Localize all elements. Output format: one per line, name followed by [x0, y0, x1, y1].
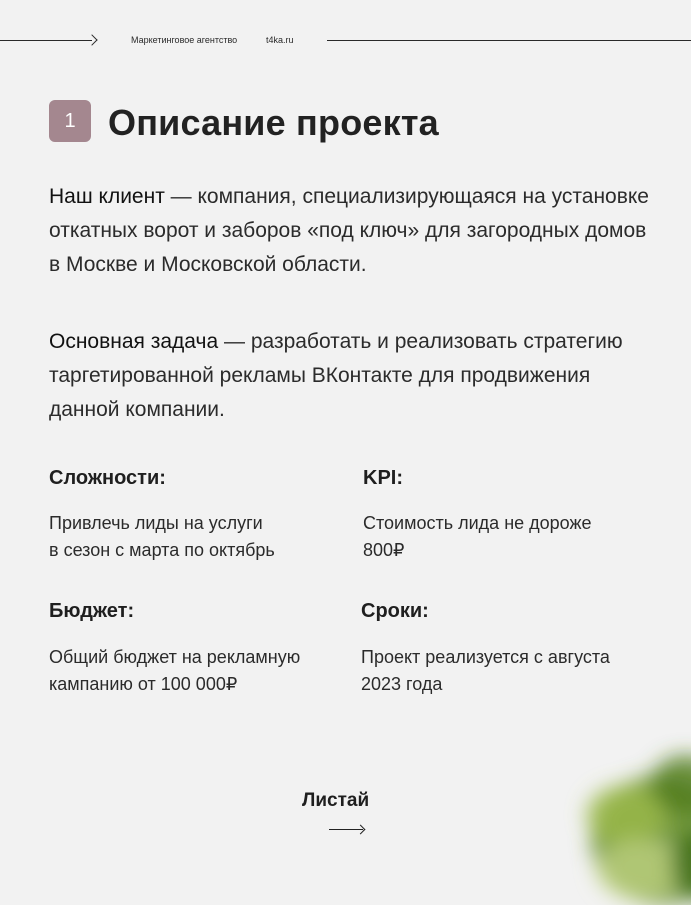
difficulties-line: в сезон с марта по октябрь: [49, 540, 275, 560]
arrow-right-icon[interactable]: [356, 825, 366, 835]
difficulties-text: [49, 510, 339, 564]
budget-line: Общий бюджет на рекламную: [49, 647, 301, 667]
kpi-line: 800₽: [363, 540, 405, 560]
section-number-badge: 1: [49, 100, 91, 142]
terms-heading: Сроки:: [361, 600, 429, 622]
header-agency-label: Маркетинговое агентство: [131, 35, 238, 45]
header-line-left: [0, 40, 92, 41]
header-arrow-icon: [86, 34, 97, 45]
kpi-heading: KPI:: [363, 467, 403, 489]
budget-heading: Бюджет:: [49, 600, 135, 622]
budget-text: [49, 644, 339, 698]
header-site-link[interactable]: t4ka.ru: [266, 35, 294, 45]
task-lead: Основная задача: [49, 330, 219, 353]
next-slide-button[interactable]: Листай: [302, 790, 370, 811]
task-paragraph: [49, 325, 659, 427]
client-paragraph: [49, 180, 659, 282]
page-title: Описание проекта: [108, 102, 439, 143]
budget-line: кампанию от 100 000₽: [49, 674, 238, 694]
kpi-text: [363, 510, 653, 564]
client-lead: Наш клиент: [49, 185, 165, 208]
header-line-right: [327, 40, 691, 41]
terms-line: 2023 года: [361, 674, 443, 694]
kpi-line: Стоимость лида не дороже: [363, 513, 592, 533]
terms-text: [361, 644, 651, 698]
terms-line: Проект реализуется с августа: [361, 647, 610, 667]
task-text: — разработать и реализовать стратегию таргетированной рекламы ВКонтакте для продвижения данной компании.: [49, 330, 623, 421]
difficulties-line: Привлечь лиды на услуги: [49, 513, 263, 533]
plant-decoration-icon: [511, 665, 691, 905]
client-text: — компания, специализирующаяся на установке откатных ворот и заборов «под ключ» для загородных домов в Москве и Московской области.: [49, 185, 649, 276]
difficulties-heading: Сложности:: [49, 467, 166, 489]
